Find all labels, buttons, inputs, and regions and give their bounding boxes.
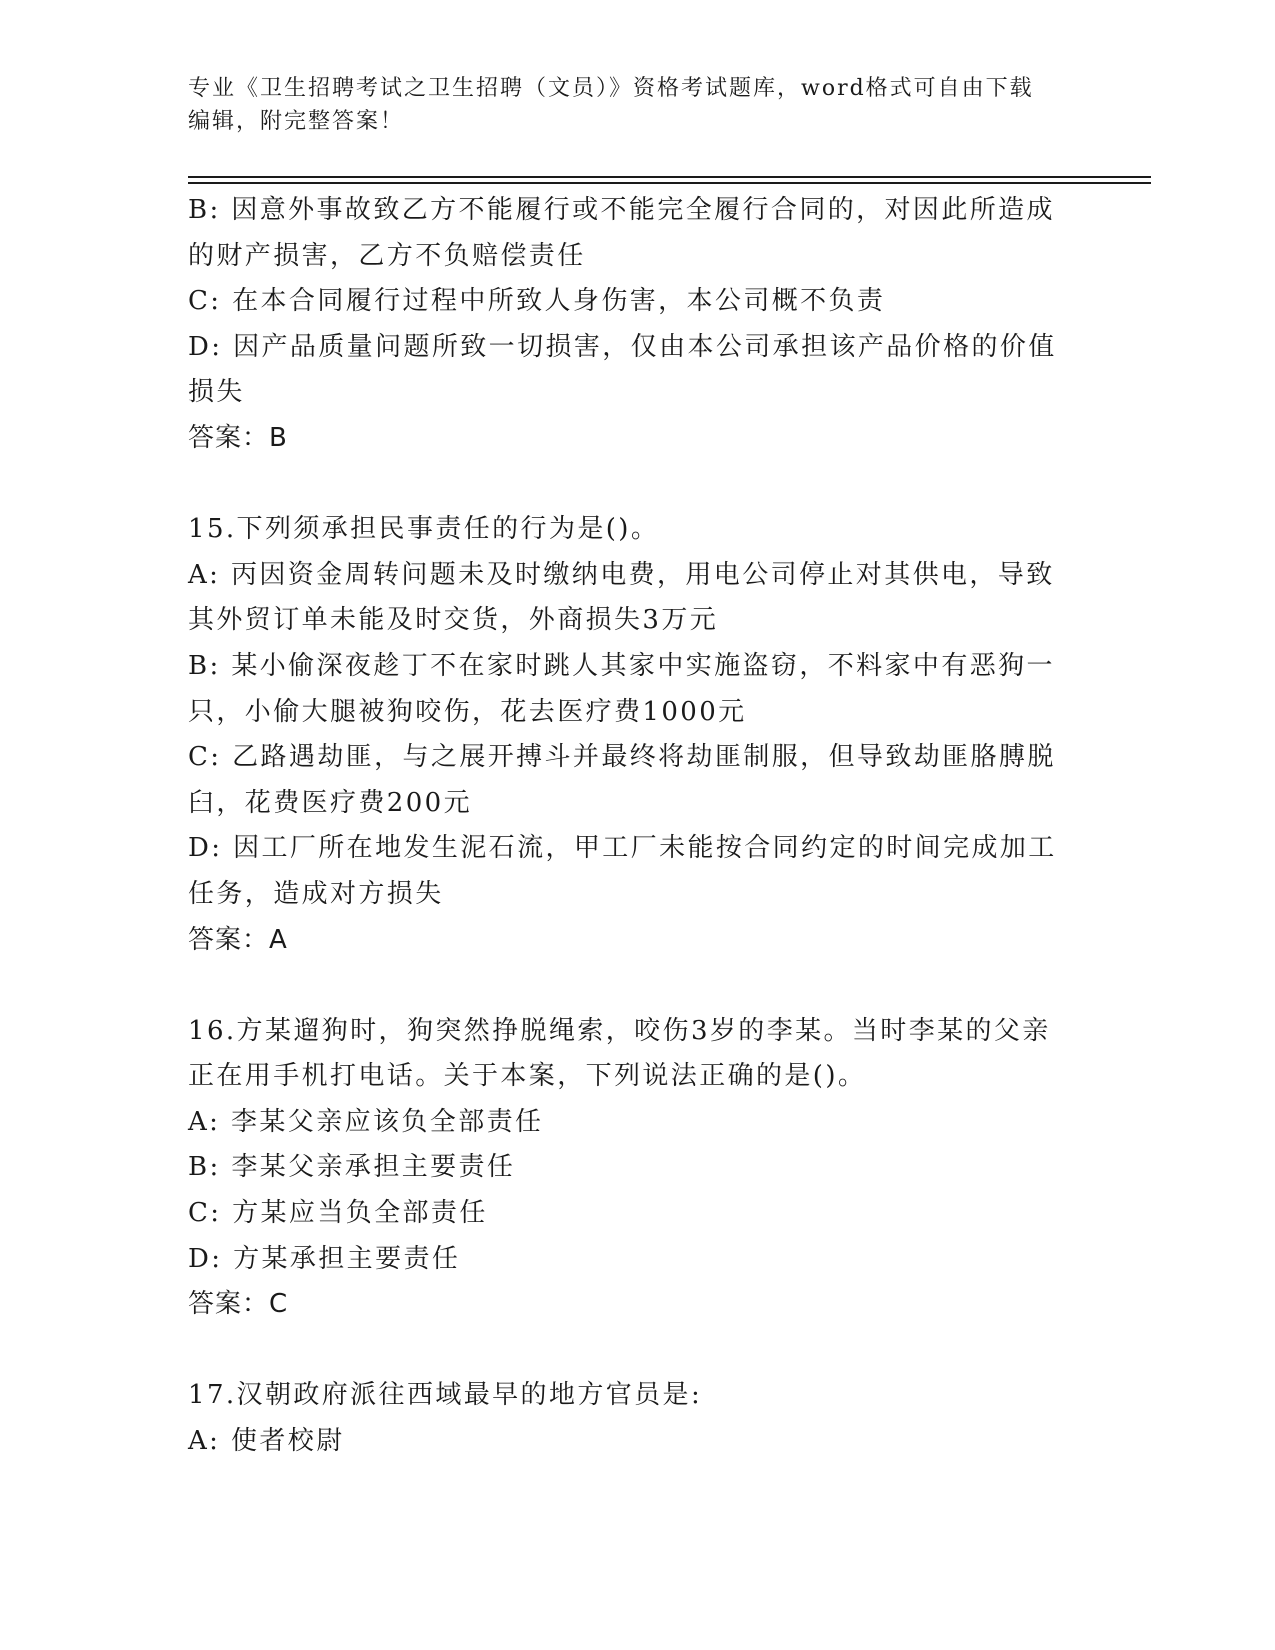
option-c: C: 方某应当负全部责任 bbox=[188, 1198, 488, 1229]
option-d-line-2: 任务，造成对方损失 bbox=[188, 878, 444, 909]
option-b-line-2: 的财产损害，乙方不负赔偿责任 bbox=[188, 240, 586, 271]
question-text: 15.下列须承担民事责任的行为是()。 bbox=[188, 514, 660, 545]
option-d-line-2: 损失 bbox=[188, 377, 245, 408]
header-divider-top bbox=[188, 176, 1151, 178]
option-b-line-1: B: 某小偷深夜趁丁不在家时跳人其家中实施盗窃，不料家中有恶狗一 bbox=[188, 650, 1055, 681]
spacer bbox=[188, 1328, 1078, 1374]
option-a: A: 使者校尉 bbox=[188, 1426, 345, 1457]
answer: 答案：A bbox=[188, 924, 288, 955]
spacer bbox=[188, 963, 1078, 1009]
answer: 答案：C bbox=[188, 1289, 289, 1320]
option-b-line-1: B: 因意外事故致乙方不能履行或不能完全履行合同的，对因此所造成 bbox=[188, 195, 1055, 225]
document-header bbox=[188, 72, 1088, 138]
header-line-1: 专业《卫生招聘考试之卫生招聘（文员）》资格考试题库，word格式可自由下载 bbox=[188, 76, 1034, 101]
option-b: B: 李某父亲承担主要责任 bbox=[188, 1152, 516, 1183]
question-16 bbox=[188, 1009, 1078, 1328]
option-b-line-2: 只，小偷大腿被狗咬伤，花去医疗费1000元 bbox=[188, 696, 747, 727]
option-c: C: 在本合同履行过程中所致人身伤害，本公司概不负责 bbox=[188, 286, 886, 317]
option-d: D: 方某承担主要责任 bbox=[188, 1243, 461, 1274]
question-17 bbox=[188, 1373, 1078, 1464]
spacer bbox=[188, 462, 1078, 508]
question-text-line-2: 正在用手机打电话。关于本案，下列说法正确的是()。 bbox=[188, 1061, 867, 1092]
option-a-line-2: 其外贸订单未能及时交货，外商损失3万元 bbox=[188, 605, 719, 636]
header-divider-bottom bbox=[188, 182, 1151, 184]
question-14 bbox=[188, 188, 1078, 462]
question-list bbox=[188, 188, 1078, 1465]
option-c-line-1: C: 乙路遇劫匪，与之展开搏斗并最终将劫匪制服，但导致劫匪胳膊脱 bbox=[188, 742, 1056, 773]
header-line-2: 编辑，附完整答案！ bbox=[188, 109, 405, 134]
option-d-line-1: D: 因工厂所在地发生泥石流，甲工厂未能按合同约定的时间完成加工 bbox=[188, 833, 1057, 864]
question-15 bbox=[188, 507, 1078, 963]
option-a-line-1: A: 丙因资金周转问题未及时缴纳电费，用电公司停止对其供电，导致 bbox=[188, 559, 1055, 590]
option-c-line-2: 臼，花费医疗费200元 bbox=[188, 787, 473, 818]
question-text-line-1: 16.方某遛狗时，狗突然挣脱绳索，咬伤3岁的李某。当时李某的父亲 bbox=[188, 1015, 1051, 1046]
answer: 答案：B bbox=[188, 422, 288, 453]
option-a: A: 李某父亲应该负全部责任 bbox=[188, 1106, 544, 1137]
question-text: 17.汉朝政府派往西域最早的地方官员是: bbox=[188, 1380, 703, 1411]
option-d-line-1: D: 因产品质量问题所致一切损害，仅由本公司承担该产品价格的价值 bbox=[188, 331, 1057, 362]
